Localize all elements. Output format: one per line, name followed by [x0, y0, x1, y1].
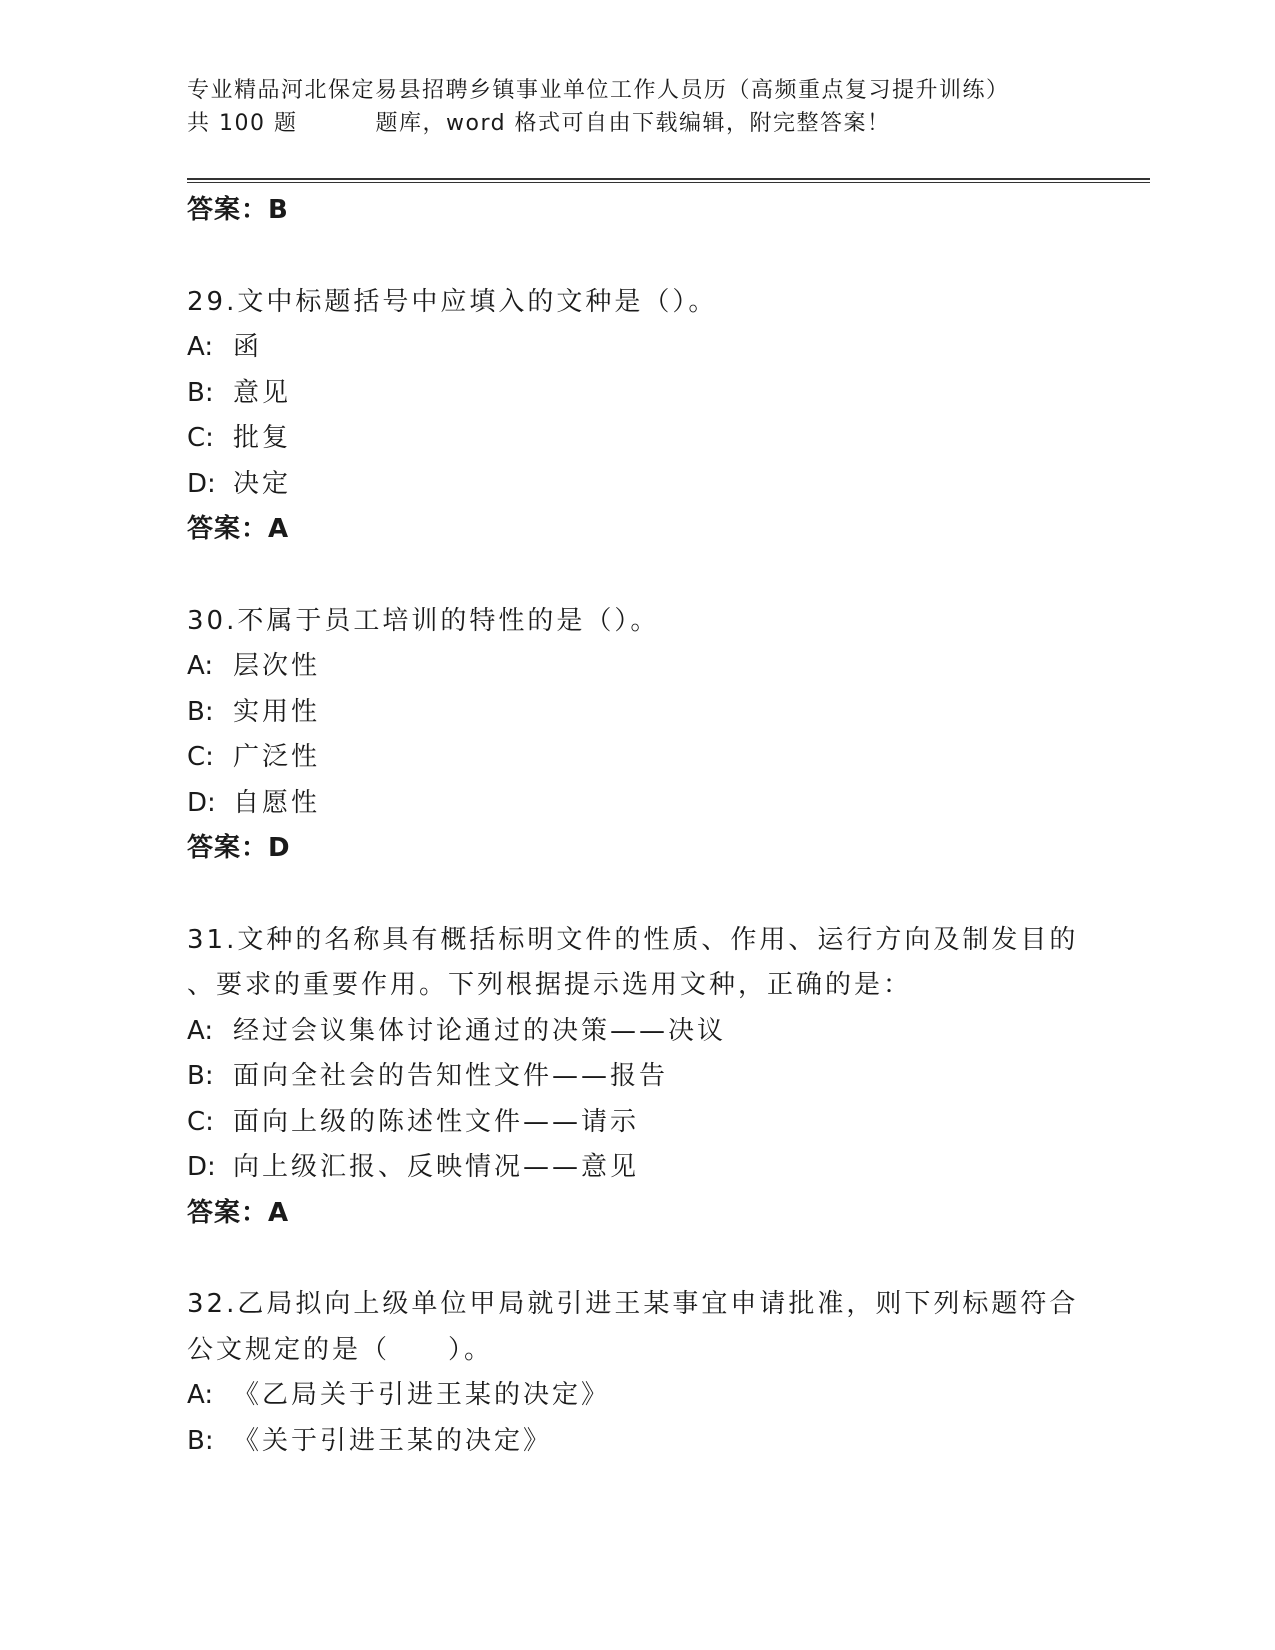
option-a: [187, 325, 1087, 371]
option-text: 《关于引进王某的决定》: [233, 1425, 553, 1456]
option-b: [187, 371, 1087, 417]
option-c: [187, 735, 1087, 781]
option-letter: B:: [187, 696, 214, 727]
option-text: 广泛性: [233, 742, 321, 772]
option-text: 批复: [233, 423, 292, 453]
question-stem: 32.乙局拟向上级单位甲局就引进王某事宜申请批准，则下列标题符合: [187, 1289, 1079, 1319]
option-letter: C:: [187, 1106, 214, 1137]
option-letter: A:: [187, 332, 214, 362]
option-letter: A:: [187, 1015, 214, 1046]
option-a: [187, 1373, 1087, 1419]
option-a: [187, 644, 1087, 690]
document-body: [187, 188, 1087, 1464]
question-stem-continued: 、要求的重要作用。下列根据提示选用文种，正确的是：: [187, 970, 913, 1000]
header-divider: [187, 178, 1150, 180]
option-c: [187, 1100, 1087, 1146]
option-b: [187, 690, 1087, 736]
question-stem-continued: 公文规定的是（ ）。: [187, 1334, 494, 1365]
answer-line: 答案：D: [187, 833, 291, 863]
option-letter: D:: [187, 787, 216, 818]
header-title: 专业精品河北保定易县招聘乡镇事业单位工作人员历（高频重点复习提升训练）: [187, 78, 1010, 103]
previous-answer: 答案：B: [187, 195, 289, 225]
option-d: [187, 1145, 1087, 1191]
option-text: 实用性: [233, 696, 321, 727]
question-stem: 31.文种的名称具有概括标明文件的性质、作用、运行方向及制发目的: [187, 924, 1079, 955]
question-29: [187, 280, 1087, 553]
option-b: [187, 1419, 1087, 1465]
option-c: [187, 416, 1087, 462]
option-text: 决定: [233, 468, 292, 499]
option-text: 层次性: [233, 651, 321, 681]
page-header: [187, 74, 1087, 140]
option-text: 函: [233, 332, 263, 362]
option-a: [187, 1009, 1087, 1055]
question-30: [187, 599, 1087, 872]
option-letter: A:: [187, 651, 214, 681]
option-letter: D:: [187, 1152, 216, 1182]
header-subtitle: [187, 107, 1087, 140]
question-stem: 29.文中标题括号中应填入的文种是（）。: [187, 286, 718, 317]
option-letter: C:: [187, 423, 214, 453]
answer-line: 答案：A: [187, 514, 290, 544]
option-d: [187, 462, 1087, 508]
question-31: [187, 918, 1087, 1237]
answer-line: 答案：A: [187, 1197, 290, 1228]
option-letter: C:: [187, 742, 214, 772]
option-text: 自愿性: [233, 787, 321, 818]
question-count: 共 100 题: [187, 111, 298, 136]
option-b: [187, 1054, 1087, 1100]
option-letter: B:: [187, 1061, 214, 1091]
question-32: [187, 1282, 1087, 1464]
option-letter: B:: [187, 377, 214, 408]
header-divider-thin: [187, 182, 1150, 183]
option-text: 面向全社会的告知性文件——报告: [233, 1061, 669, 1091]
option-letter: B:: [187, 1425, 214, 1456]
header-note: 题库，word 格式可自由下载编辑，附完整答案！: [375, 111, 891, 136]
question-stem: 30.不属于员工培训的特性的是（）。: [187, 605, 660, 636]
option-letter: D:: [187, 468, 216, 499]
option-text: 向上级汇报、反映情况——意见: [233, 1152, 640, 1182]
option-text: 《乙局关于引进王某的决定》: [233, 1380, 611, 1410]
option-text: 意见: [233, 377, 292, 408]
option-text: 经过会议集体讨论通过的决策——决议: [233, 1015, 727, 1046]
option-letter: A:: [187, 1380, 214, 1410]
option-text: 面向上级的陈述性文件——请示: [233, 1106, 640, 1137]
option-d: [187, 781, 1087, 827]
